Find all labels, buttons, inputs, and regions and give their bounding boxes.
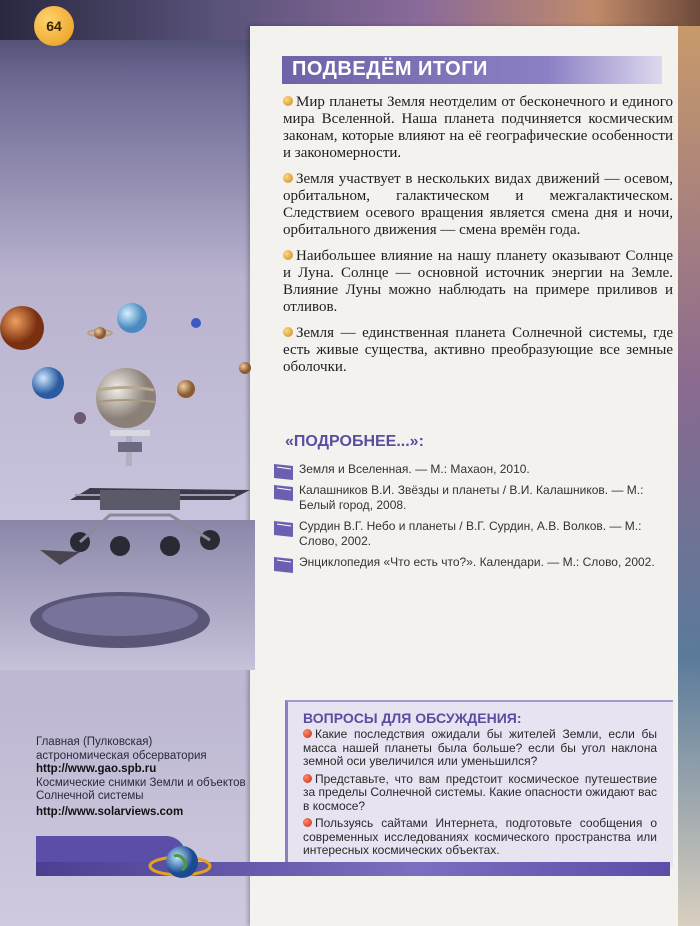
jupiter-planet — [96, 368, 156, 428]
bullet-icon — [283, 250, 293, 260]
summary-paragraph: Наибольшее влияние на нашу планету оказывают Солнце и Луна. Солнце — основной источник энергии на Земле. Влияние Луны можно наблюдать на примере приливов и отливов. — [283, 248, 673, 315]
red-bullet-icon — [303, 729, 312, 738]
book-icon — [273, 519, 295, 539]
question-item: Пользуясь сайтами Интернета, подготовьте сообщения о современных исследованиях космического пространства или интересных космических объектах. — [303, 816, 657, 857]
reference-item: Сурдин В.Г. Небо и планеты / В.Г. Сурдин, А.В. Волков. — М.: Слово, 2002. — [273, 519, 673, 549]
resource-link[interactable]: http://www.gao.spb.ru — [36, 763, 157, 775]
section-title: ПОДВЕДЁМ ИТОГИ — [292, 58, 488, 80]
globe-icon — [148, 836, 212, 890]
reference-item: Калашников В.И. Звёзды и планеты / В.И. Калашников. — М.: Белый город, 2008. — [273, 483, 673, 513]
red-bullet-icon — [303, 774, 312, 783]
discussion-questions-list — [303, 728, 657, 862]
reference-item: Энциклопедия «Что есть что?». Календари. — М.: Слово, 2002. — [273, 555, 673, 570]
right-edge-illustration — [678, 26, 700, 926]
reference-item: Земля и Вселенная. — М.: Махаон, 2010. — [273, 462, 673, 477]
caption-text: Главная (Пулковская) астрономическая обсерватория — [36, 736, 207, 762]
book-icon — [273, 462, 295, 482]
discussion-questions-title: ВОПРОСЫ ДЛЯ ОБСУЖДЕНИЯ: — [303, 710, 522, 726]
saturn-planet — [94, 327, 106, 339]
summary-paragraph: Земля участвует в нескольких видах движений — осевом, орбитальном, галактическом и межгалактическом. Следствием осевого вращения является смена дня и ночи, орбитального движения — смена времён года. — [283, 171, 673, 238]
question-item: Представьте, что вам предстоит космическое путешествие за пределы Солнечной системы. Какие опасности ожидают вас в космосе? — [303, 771, 657, 813]
caption-text: Космические снимки Земли и объектов Солнечной системы — [36, 776, 246, 802]
web-resources-caption — [36, 736, 246, 819]
more-info-title: «ПОДРОБНЕЕ...»: — [285, 433, 424, 450]
small-blue-planet — [191, 318, 201, 328]
bullet-icon — [283, 96, 293, 106]
footer-bar — [36, 862, 670, 876]
neptune-planet — [117, 303, 147, 333]
page-number: 64 — [34, 6, 74, 46]
summary-paragraph: Мир планеты Земля неотделим от бесконечного и единого мира Вселенной. Наша планета подчиняется космическим законам, которые влияют на её географические особенности и закономерности. — [283, 94, 673, 161]
reference-list — [273, 462, 673, 576]
summary-paragraph: Земля — единственная планета Солнечной системы, где есть живые существа, активно преобразующие все земные оболочки. — [283, 325, 673, 375]
bullet-icon — [283, 327, 293, 337]
planets-rover-illustration — [0, 290, 255, 670]
tiny-planet — [74, 412, 86, 424]
earth-planet — [32, 367, 64, 399]
red-bullet-icon — [303, 818, 312, 827]
right-small-planet — [239, 362, 251, 374]
question-item: Какие последствия ожидали бы жителей Земли, если бы масса нашей планеты была больше? если бы угол наклона земной оси увеличился или уменьшился? — [303, 727, 657, 768]
book-icon — [273, 483, 295, 503]
book-icon — [273, 555, 295, 575]
bullet-icon — [283, 173, 293, 183]
venus-planet — [177, 380, 195, 398]
resource-link[interactable]: http://www.solarviews.com — [36, 805, 184, 818]
mars-planet — [0, 306, 44, 350]
summary-block — [283, 94, 673, 385]
